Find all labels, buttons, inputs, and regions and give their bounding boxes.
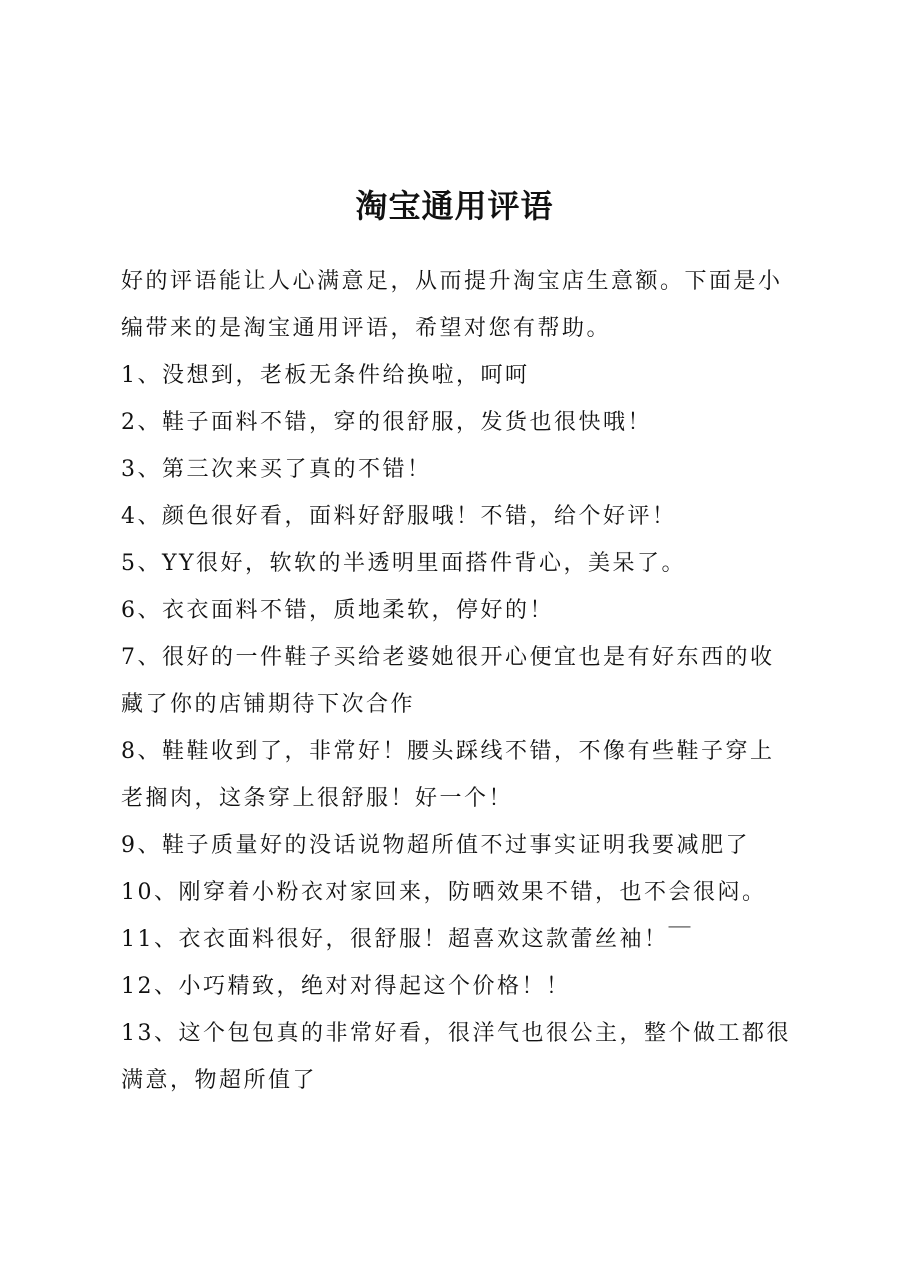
intro-paragraph: 好的评语能让人心满意足，从而提升淘宝店生意额。下面是小编带来的是淘宝通用评语，希望对您有帮助。 — [121, 269, 783, 341]
review-item-9: 9、鞋子质量好的没话说物超所值不过事实证明我要减肥了 — [121, 833, 750, 858]
review-item-13: 13、这个包包真的非常好看，很洋气也很公主，整个做工都很满意，物超所值了 — [121, 1021, 791, 1093]
document-body — [121, 258, 797, 1104]
review-item-3: 3、第三次来买了真的不错！ — [121, 457, 432, 482]
review-item-2: 2、鞋子面料不错，穿的很舒服，发货也很快哦！ — [121, 410, 652, 435]
review-item-11: 11、衣衣面料很好，很舒服！超喜欢这款蕾丝袖！￣ — [121, 927, 693, 952]
review-item-7: 7、很好的一件鞋子买给老婆她很开心便宜也是有好东西的收藏了你的店铺期待下次合作 — [121, 645, 775, 717]
review-item-1: 1、没想到，老板无条件给换啦，呵呵 — [121, 363, 530, 388]
review-item-10: 10、刚穿着小粉衣对家回来，防晒效果不错，也不会很闷。 — [121, 880, 767, 905]
review-item-8: 8、鞋鞋收到了，非常好！腰头踩线不错，不像有些鞋子穿上老搁肉，这条穿上很舒服！好一个！ — [121, 739, 775, 811]
review-item-4: 4、颜色很好看，面料好舒服哦！不错，给个好评！ — [121, 504, 677, 529]
page-title: 淘宝通用评语 — [355, 187, 554, 225]
review-item-12: 12、小巧精致，绝对对得起这个价格！！ — [121, 974, 571, 999]
review-item-5: 5、YY很好，软软的半透明里面搭件背心，美呆了。 — [121, 551, 687, 576]
review-item-6: 6、衣衣面料不错，质地柔软，停好的！ — [121, 598, 554, 623]
